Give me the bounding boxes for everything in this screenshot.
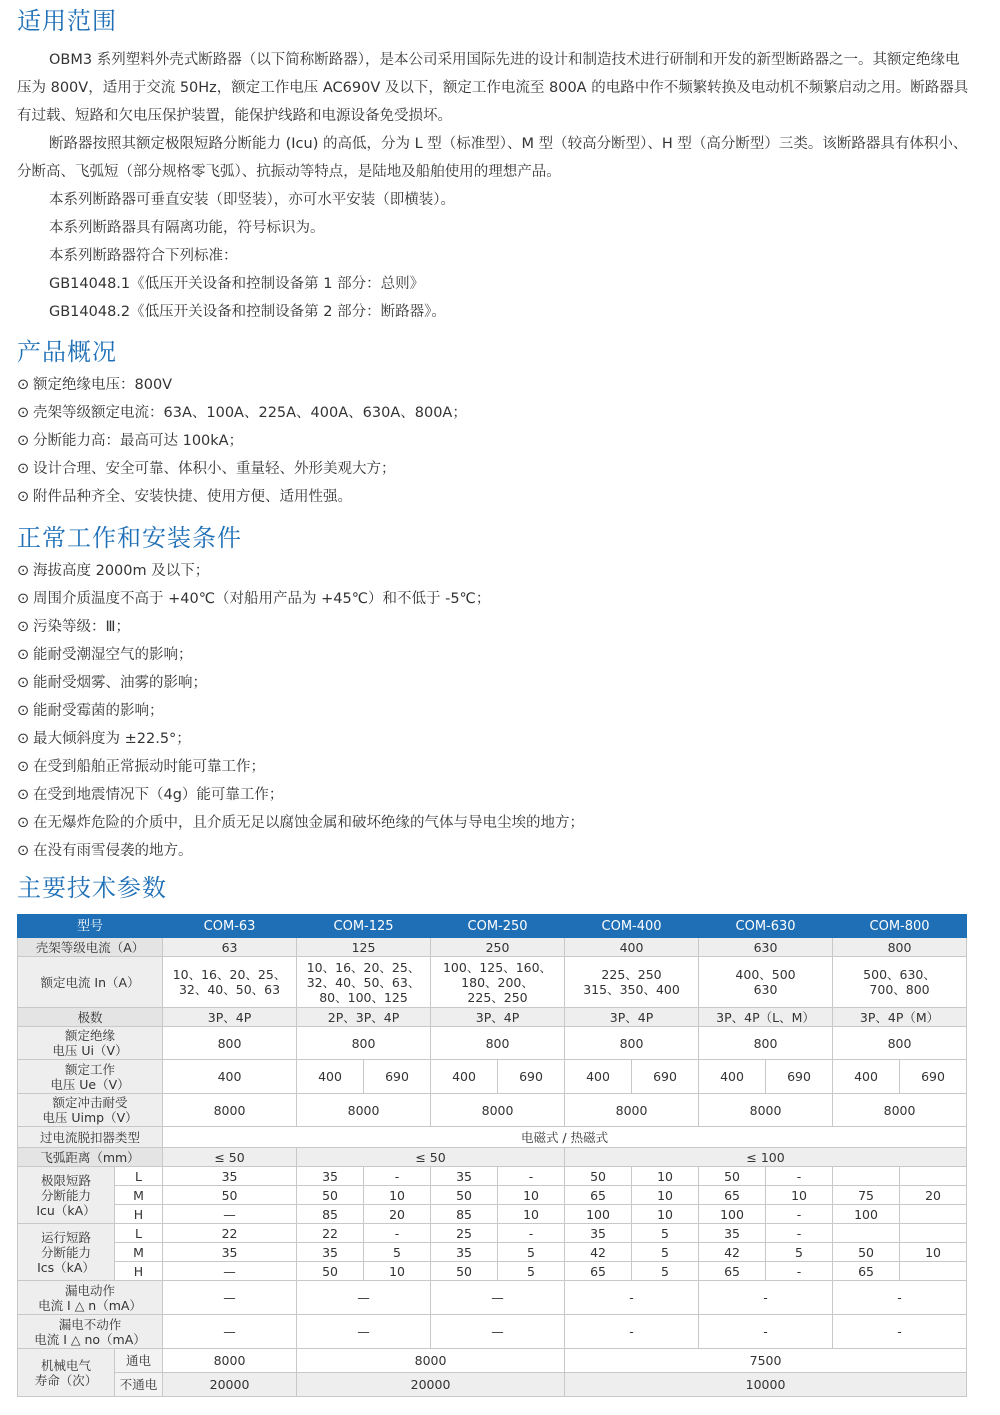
table-cell: 8000	[699, 1094, 833, 1127]
table-cell: 5	[632, 1262, 699, 1281]
table-cell: 35	[431, 1243, 498, 1262]
scope-paragraph-2: 断路器按照其额定极限短路分断能力 (Icu) 的高低，分为 L 型（标准型）、M 型（较高分断型）、H 型（高分断型）三类。该断路器具有体积小、分断高、飞弧短（部分规格零飞弧）、抗振动等特点，是陆地及船舶使用的理想产品。	[17, 136, 968, 180]
table-cell: 50	[431, 1186, 498, 1205]
table-cell: -	[364, 1167, 431, 1186]
row-label: 机械电气 寿命（次）	[18, 1349, 115, 1397]
bullet-icon: ⊙	[17, 433, 30, 449]
header-model: 型号	[18, 915, 163, 938]
table-cell: 50	[297, 1262, 364, 1281]
table-cell: 690	[498, 1060, 565, 1094]
condition-item: ⊙ 污染等级：Ⅲ；	[17, 613, 969, 641]
table-cell: 5	[364, 1243, 431, 1262]
table-cell: 100	[699, 1205, 766, 1224]
spec-table	[17, 914, 967, 1397]
table-cell: 5	[766, 1243, 833, 1262]
table-cell: 800	[699, 1027, 833, 1060]
row-label: 额定工作 电压 Ue（V）	[18, 1060, 163, 1094]
table-cell: 20	[900, 1186, 967, 1205]
condition-item: ⊙ 能耐受霉菌的影响；	[17, 697, 969, 725]
table-cell: 35	[163, 1167, 297, 1186]
table-cell: 10	[364, 1262, 431, 1281]
header-com-125: COM-125	[297, 915, 431, 938]
bullet-icon: ⊙	[17, 675, 30, 691]
table-cell: -	[498, 1167, 565, 1186]
condition-item: ⊙ 最大倾斜度为 ±22.5°；	[17, 725, 969, 753]
table-cell	[900, 1262, 967, 1281]
table-cell: 10	[632, 1186, 699, 1205]
header-com-630: COM-630	[699, 915, 833, 938]
table-cell: 20	[364, 1205, 431, 1224]
table-cell: -	[833, 1281, 967, 1315]
table-cell: 3P、4P	[163, 1008, 297, 1027]
table-cell: 400、500 630	[699, 957, 833, 1008]
table-row-rated-current	[18, 957, 967, 1008]
bullet-icon: ⊙	[17, 731, 30, 747]
table-cell	[900, 1167, 967, 1186]
bullet-icon: ⊙	[17, 647, 30, 663]
table-row-frame-current	[18, 938, 967, 957]
table-cell: 10	[364, 1186, 431, 1205]
bullet-icon: ⊙	[17, 563, 30, 579]
table-cell: -	[498, 1224, 565, 1243]
table-cell: —	[163, 1205, 297, 1224]
overview-list	[17, 371, 969, 511]
level-label: M	[115, 1243, 163, 1262]
table-cell: 42	[699, 1243, 766, 1262]
table-cell: -	[699, 1281, 833, 1315]
header-com-400: COM-400	[565, 915, 699, 938]
table-cell: —	[431, 1315, 565, 1349]
table-cell: 690	[766, 1060, 833, 1094]
table-cell: 800	[565, 1027, 699, 1060]
table-cell: 22	[297, 1224, 364, 1243]
table-cell: 35	[297, 1167, 364, 1186]
table-cell: 10	[632, 1167, 699, 1186]
table-cell: 50	[833, 1243, 900, 1262]
table-cell: 42	[565, 1243, 632, 1262]
table-cell: -	[766, 1224, 833, 1243]
table-cell: 630	[699, 938, 833, 957]
table-cell: 63	[163, 938, 297, 957]
table-cell: 8000	[833, 1094, 967, 1127]
table-cell: 100、125、160、 180、200、 225、250	[431, 957, 565, 1008]
section-title-scope: 适用范围	[17, 7, 117, 35]
scope-paragraph-5: 本系列断路器符合下列标准：	[49, 248, 238, 264]
overview-item: ⊙ 分断能力高：最高可达 100kA；	[17, 427, 969, 455]
table-cell: 35	[699, 1224, 766, 1243]
section-title-conditions: 正常工作和安装条件	[17, 524, 242, 552]
row-label: 过电流脱扣器类型	[18, 1127, 163, 1148]
condition-item: ⊙ 海拔高度 2000m 及以下；	[17, 557, 969, 585]
table-cell: ≤ 50	[163, 1148, 297, 1167]
table-row-icu-m	[18, 1186, 967, 1205]
table-cell: 400	[565, 938, 699, 957]
bullet-icon: ⊙	[17, 815, 30, 831]
level-label: 通电	[115, 1349, 163, 1373]
section-title-overview: 产品概况	[17, 338, 117, 366]
table-cell: 400	[431, 1060, 498, 1094]
table-cell: 10000	[565, 1373, 967, 1397]
row-label: 运行短路 分断能力 Ics（kA）	[18, 1224, 115, 1281]
table-cell: 35	[565, 1224, 632, 1243]
table-row-ics-h	[18, 1262, 967, 1281]
table-cell: 100	[833, 1205, 900, 1224]
table-cell: 800	[833, 1027, 967, 1060]
table-cell: 85	[297, 1205, 364, 1224]
row-label: 极限短路 分断能力 Icu（kA）	[18, 1167, 115, 1224]
table-row-uimp	[18, 1094, 967, 1127]
table-row-life-powered	[18, 1349, 967, 1373]
bullet-icon: ⊙	[17, 461, 30, 477]
table-cell	[900, 1224, 967, 1243]
table-row-poles	[18, 1008, 967, 1027]
table-cell: -	[565, 1281, 699, 1315]
row-label: 漏电动作 电流 I △ n（mA）	[18, 1281, 163, 1315]
table-cell: 50	[699, 1167, 766, 1186]
table-cell: 400	[833, 1060, 900, 1094]
level-label: H	[115, 1262, 163, 1281]
table-cell: 25	[431, 1224, 498, 1243]
table-cell: 3P、4P（L、M）	[699, 1008, 833, 1027]
section-title-params: 主要技术参数	[17, 874, 167, 902]
table-cell: 65	[699, 1186, 766, 1205]
table-cell: —	[297, 1315, 431, 1349]
table-cell: -	[833, 1315, 967, 1349]
overview-item: ⊙ 额定绝缘电压：800V	[17, 371, 969, 399]
table-cell: 50	[565, 1167, 632, 1186]
header-com-800: COM-800	[833, 915, 967, 938]
table-cell: -	[766, 1167, 833, 1186]
bullet-icon: ⊙	[17, 703, 30, 719]
bullet-icon: ⊙	[17, 619, 30, 635]
bullet-icon: ⊙	[17, 489, 30, 505]
table-cell: -	[766, 1262, 833, 1281]
table-cell: 22	[163, 1224, 297, 1243]
table-cell: 400	[297, 1060, 364, 1094]
table-cell	[833, 1224, 900, 1243]
table-cell: 8000	[431, 1094, 565, 1127]
table-cell: ≤ 100	[565, 1148, 967, 1167]
table-row-ue	[18, 1060, 967, 1094]
table-cell: 100	[565, 1205, 632, 1224]
overview-item: ⊙ 附件品种齐全、安装快捷、使用方便、适用性强。	[17, 483, 969, 511]
table-cell	[833, 1167, 900, 1186]
table-row-arc-distance	[18, 1148, 967, 1167]
row-label: 壳架等级电流（A）	[18, 938, 163, 957]
table-cell: 8000	[163, 1094, 297, 1127]
table-cell: 20000	[163, 1373, 297, 1397]
table-cell: 8000	[297, 1094, 431, 1127]
table-row-icu-h	[18, 1205, 967, 1224]
table-cell: 50	[431, 1262, 498, 1281]
level-label: L	[115, 1167, 163, 1186]
table-cell: 8000	[565, 1094, 699, 1127]
table-cell: —	[163, 1315, 297, 1349]
header-com-250: COM-250	[431, 915, 565, 938]
condition-item: ⊙ 在受到地震情况下（4g）能可靠工作；	[17, 781, 969, 809]
standard-2: GB14048.2《低压开关设备和控制设备第 2 部分：断路器》。	[49, 304, 446, 320]
table-cell: -	[364, 1224, 431, 1243]
level-label: H	[115, 1205, 163, 1224]
table-cell: 800	[431, 1027, 565, 1060]
table-cell: 65	[699, 1262, 766, 1281]
table-cell: 75	[833, 1186, 900, 1205]
bullet-icon: ⊙	[17, 591, 30, 607]
table-cell: 690	[632, 1060, 699, 1094]
condition-item: ⊙ 能耐受潮湿空气的影响；	[17, 641, 969, 669]
overview-item: ⊙ 壳架等级额定电流：63A、100A、225A、400A、630A、800A；	[17, 399, 969, 427]
table-cell: -	[699, 1315, 833, 1349]
table-cell: 3P、4P	[565, 1008, 699, 1027]
table-cell: 10	[632, 1205, 699, 1224]
table-cell: 50	[163, 1186, 297, 1205]
table-cell: 35	[431, 1167, 498, 1186]
table-header-row	[18, 915, 967, 938]
condition-item: ⊙ 能耐受烟雾、油雾的影响；	[17, 669, 969, 697]
table-row-icu-l	[18, 1167, 967, 1186]
table-row-trip-type	[18, 1127, 967, 1148]
bullet-icon: ⊙	[17, 843, 30, 859]
table-cell: 690	[900, 1060, 967, 1094]
table-cell: 5	[632, 1243, 699, 1262]
table-cell: 20000	[297, 1373, 565, 1397]
table-cell: 8000	[297, 1349, 565, 1373]
table-cell: —	[431, 1281, 565, 1315]
table-cell: 10	[900, 1243, 967, 1262]
row-label: 额定绝缘 电压 Ui（V）	[18, 1027, 163, 1060]
table-cell: -	[565, 1315, 699, 1349]
table-row-ics-m	[18, 1243, 967, 1262]
table-cell: 3P、4P	[431, 1008, 565, 1027]
row-label: 额定电流 In（A）	[18, 957, 163, 1008]
table-cell: -	[766, 1205, 833, 1224]
table-row-ui	[18, 1027, 967, 1060]
bullet-icon: ⊙	[17, 405, 30, 421]
table-cell: 500、630、 700、800	[833, 957, 967, 1008]
standard-1: GB14048.1《低压开关设备和控制设备第 1 部分：总则》	[49, 276, 425, 292]
header-com-63: COM-63	[163, 915, 297, 938]
table-cell: 2P、3P、4P	[297, 1008, 431, 1027]
table-cell: 10、16、20、25、 32、40、50、63	[163, 957, 297, 1008]
table-cell	[900, 1205, 967, 1224]
table-cell: 电磁式 / 热磁式	[163, 1127, 967, 1148]
table-cell: 50	[297, 1186, 364, 1205]
table-cell: 400	[565, 1060, 632, 1094]
condition-item: ⊙ 在无爆炸危险的介质中，且介质无足以腐蚀金属和破坏绝缘的气体与导电尘埃的地方；	[17, 809, 969, 837]
bullet-icon: ⊙	[17, 377, 30, 393]
table-cell: ≤ 50	[297, 1148, 565, 1167]
table-cell: 65	[565, 1262, 632, 1281]
table-cell: 5	[498, 1243, 565, 1262]
table-cell: 10	[498, 1205, 565, 1224]
table-cell: 400	[163, 1060, 297, 1094]
scope-paragraph-1: OBM3 系列塑料外壳式断路器（以下简称断路器），是本公司采用国际先进的设计和制造技术进行研制和开发的新型断路器之一。其额定绝缘电压为 800V，适用于交流 50Hz，额定工作电压 AC690V 及以下，额定工作电流至 800A 的电路中作不频繁转换及电动机不频繁启动之用。断路器具有过载、短路和欠电压保护装置，能保护线路和电源设备免受损坏。	[17, 52, 969, 124]
table-cell: 35	[163, 1243, 297, 1262]
level-label: L	[115, 1224, 163, 1243]
table-cell: 8000	[163, 1349, 297, 1373]
overview-item: ⊙ 设计合理、安全可靠、体积小、重量轻、外形美观大方；	[17, 455, 969, 483]
table-cell: —	[163, 1281, 297, 1315]
table-row-ics-l	[18, 1224, 967, 1243]
table-cell: 3P、4P（M）	[833, 1008, 967, 1027]
bullet-icon: ⊙	[17, 759, 30, 775]
table-cell: —	[163, 1262, 297, 1281]
table-cell: 10	[766, 1186, 833, 1205]
scope-text	[17, 46, 969, 326]
table-cell: 5	[632, 1224, 699, 1243]
scope-paragraph-3: 本系列断路器可垂直安装（即竖装），亦可水平安装（即横装）。	[49, 192, 455, 208]
table-cell: 65	[565, 1186, 632, 1205]
level-label: 不通电	[115, 1373, 163, 1397]
table-cell: 65	[833, 1262, 900, 1281]
table-row-life-unpowered	[18, 1373, 967, 1397]
row-label: 飞弧距离（mm）	[18, 1148, 163, 1167]
table-cell: 35	[297, 1243, 364, 1262]
table-cell: 400	[699, 1060, 766, 1094]
table-cell: 225、250 315、350、400	[565, 957, 699, 1008]
table-cell: 690	[364, 1060, 431, 1094]
table-cell: 10、16、20、25、 32、40、50、63、 80、100、125	[297, 957, 431, 1008]
table-cell: —	[297, 1281, 431, 1315]
table-cell: 125	[297, 938, 431, 957]
level-label: M	[115, 1186, 163, 1205]
condition-item: ⊙ 在受到船舶正常振动时能可靠工作；	[17, 753, 969, 781]
table-cell: 10	[498, 1186, 565, 1205]
table-cell: 250	[431, 938, 565, 957]
table-cell: 5	[498, 1262, 565, 1281]
row-label: 额定冲击耐受 电压 Uimp（V）	[18, 1094, 163, 1127]
row-label: 漏电不动作 电流 I △ no（mA）	[18, 1315, 163, 1349]
scope-paragraph-4: 本系列断路器具有隔离功能，符号标识为。	[49, 220, 325, 236]
table-cell: 800	[163, 1027, 297, 1060]
bullet-icon: ⊙	[17, 787, 30, 803]
table-cell: 800	[297, 1027, 431, 1060]
table-row-leak-notrip	[18, 1315, 967, 1349]
conditions-list	[17, 557, 969, 865]
table-cell: 85	[431, 1205, 498, 1224]
table-cell: 800	[833, 938, 967, 957]
table-row-leak-trip	[18, 1281, 967, 1315]
table-cell: 7500	[565, 1349, 967, 1373]
condition-item: ⊙ 在没有雨雪侵袭的地方。	[17, 837, 969, 865]
condition-item: ⊙ 周围介质温度不高于 +40℃（对船用产品为 +45℃）和不低于 -5℃；	[17, 585, 969, 613]
row-label: 极数	[18, 1008, 163, 1027]
